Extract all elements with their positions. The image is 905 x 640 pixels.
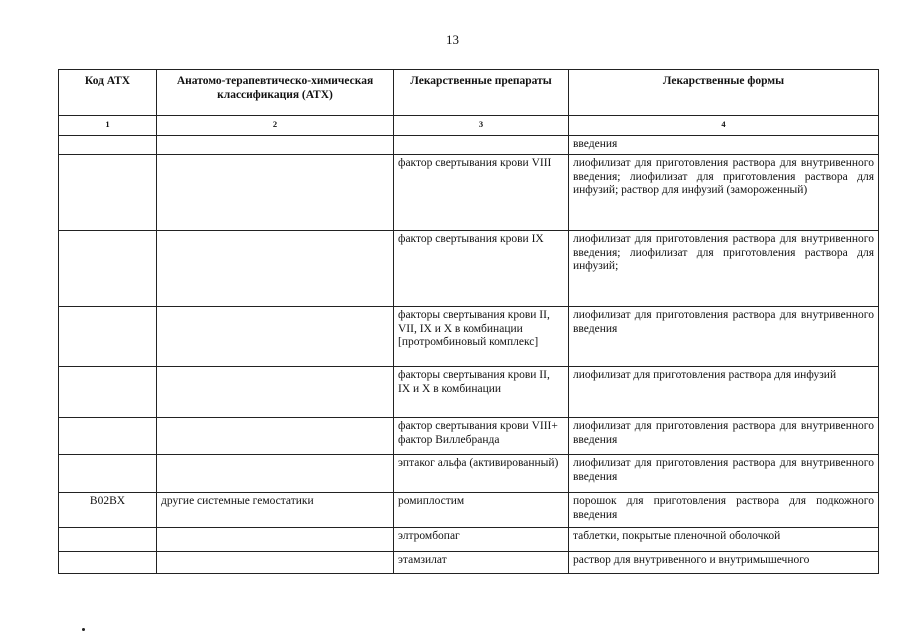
classification-cell [157,367,394,418]
scan-speck [82,628,85,631]
atx-code-cell [59,552,157,574]
dosage-form-cell: раствор для внутривенного и внутримышечного [569,552,879,574]
table-row [59,307,879,367]
atx-code-cell: B02BX [59,493,157,528]
header-drugs: Лекарственные препараты [394,70,569,116]
atx-code-cell [59,367,157,418]
drug-cell: фактор свертывания крови VIII [394,155,569,231]
classification-cell [157,455,394,493]
dosage-form-cell: лиофилизат для приготовления раствора для инфузий [569,367,879,418]
drug-cell: факторы свертывания крови II, VII, IX и X в комбинации [протромбиновый комплекс] [394,307,569,367]
page-number: 13 [446,32,459,47]
table-row [59,367,879,418]
dosage-form-cell: порошок для приготовления раствора для подкожного введения [569,493,879,528]
column-number: 2 [157,116,394,136]
atx-code-cell [59,307,157,367]
dosage-form-cell: лиофилизат для приготовления раствора для внутривенного введения; лиофилизат для приготовления раствора для инфузий; раствор для инфузий (замороженный) [569,155,879,231]
drug-cell: факторы свертывания крови II, IX и X в комбинации [394,367,569,418]
dosage-form-cell: лиофилизат для приготовления раствора для внутривенного введения [569,455,879,493]
column-number: 4 [569,116,879,136]
atx-code-cell [59,528,157,552]
header-atx-classification: Анатомо-терапевтическо-химическая классификация (АТХ) [157,70,394,116]
atx-code-cell [59,231,157,307]
drug-cell: фактор свертывания крови IX [394,231,569,307]
drug-cell: ромиплостим [394,493,569,528]
classification-cell [157,418,394,455]
column-number: 1 [59,116,157,136]
column-number-row [59,116,879,136]
dosage-form-cell: лиофилизат для приготовления раствора для внутривенного введения [569,307,879,367]
drug-cell: фактор свертывания крови VIII+ фактор Виллебранда [394,418,569,455]
atx-code-cell [59,155,157,231]
classification-cell [157,155,394,231]
atx-drug-table [58,69,879,574]
table-row [59,493,879,528]
table-row [59,552,879,574]
header-dosage-forms: Лекарственные формы [569,70,879,116]
drug-cell [394,136,569,155]
drug-cell: элтромбопаг [394,528,569,552]
table-row [59,528,879,552]
classification-cell [157,552,394,574]
dosage-form-cell: таблетки, покрытые пленочной оболочкой [569,528,879,552]
classification-cell: другие системные гемостатики [157,493,394,528]
table-row [59,455,879,493]
table-header-row [59,70,879,116]
classification-cell [157,528,394,552]
header-atx-code: Код АТХ [59,70,157,116]
table-row [59,231,879,307]
dosage-form-cell: введения [569,136,879,155]
atx-code-cell [59,136,157,155]
table-row [59,136,879,155]
classification-cell [157,307,394,367]
table-row [59,155,879,231]
dosage-form-cell: лиофилизат для приготовления раствора для внутривенного введения; лиофилизат для приготовления раствора для инфузий; [569,231,879,307]
table-row [59,418,879,455]
atx-code-cell [59,455,157,493]
atx-code-cell [59,418,157,455]
dosage-form-cell: лиофилизат для приготовления раствора для внутривенного введения [569,418,879,455]
classification-cell [157,136,394,155]
drug-cell: этамзилат [394,552,569,574]
column-number: 3 [394,116,569,136]
drug-cell: эптаког альфа (активированный) [394,455,569,493]
classification-cell [157,231,394,307]
